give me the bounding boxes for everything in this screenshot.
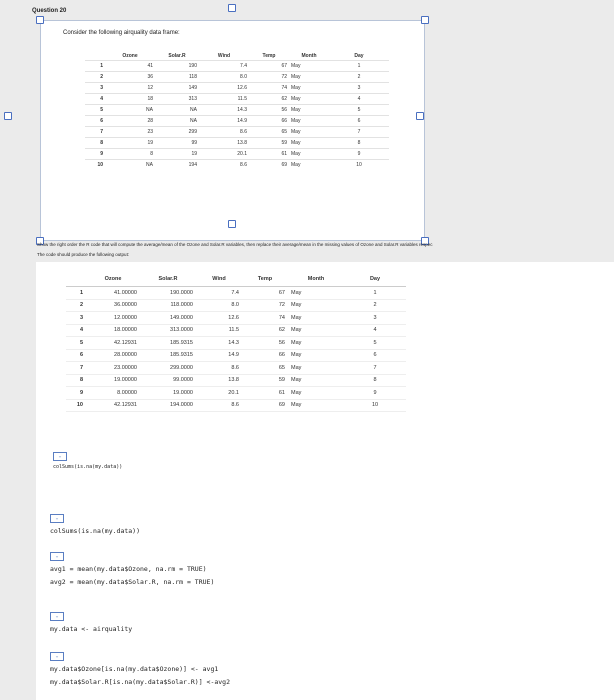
header-cell: Day [354, 52, 364, 59]
temp-cell: 74 [249, 83, 289, 94]
temp-cell: 69 [242, 399, 288, 412]
code-line: my.data$Solar.R[is.na(my.data$Solar.R)] <-avg2 [50, 678, 231, 686]
solar-cell: 313.0000 [140, 324, 196, 337]
chevron-down-icon[interactable]: ⌄ [50, 552, 64, 561]
ozone-cell: 36 [105, 72, 155, 83]
ozone-cell: 42.12931 [86, 337, 140, 350]
wind-cell: 8.6 [196, 399, 242, 412]
row-number: 5 [66, 337, 86, 350]
month-cell: May [288, 374, 344, 387]
temp-cell: 69 [249, 160, 289, 171]
month-cell: May [289, 72, 329, 83]
month-cell: May [289, 149, 329, 160]
month-cell: May [289, 160, 329, 171]
chevron-down-icon[interactable]: ⌄ [50, 652, 64, 661]
month-cell: May [289, 83, 329, 94]
wind-cell: 20.1 [199, 149, 249, 160]
solar-cell: 149 [155, 83, 199, 94]
table-header-row [85, 51, 389, 61]
month-cell: May [289, 116, 329, 127]
day-cell: 3 [329, 83, 389, 94]
month-cell: May [288, 287, 344, 300]
temp-cell: 74 [242, 312, 288, 325]
solar-cell: 190 [155, 61, 199, 72]
ozone-cell: 8.00000 [86, 387, 140, 400]
ozone-cell: 18 [105, 94, 155, 105]
table-row [85, 61, 389, 72]
table-row [85, 83, 389, 94]
solar-cell: 185.9315 [140, 349, 196, 362]
solar-cell: 99 [155, 138, 199, 149]
wind-cell: 14.3 [199, 105, 249, 116]
header-cell: Month [301, 52, 317, 59]
ozone-cell: 8 [105, 149, 155, 160]
wind-cell: 12.6 [196, 312, 242, 325]
solar-cell: 190.0000 [140, 287, 196, 300]
code-line: colSums(is.na(my.data)) [53, 464, 123, 470]
month-cell: May [288, 349, 344, 362]
wind-cell: 20.1 [196, 387, 242, 400]
question-card [40, 20, 425, 241]
temp-cell: 66 [242, 349, 288, 362]
wind-cell: 14.9 [196, 349, 242, 362]
month-cell: May [288, 324, 344, 337]
ozone-cell: 41.00000 [86, 287, 140, 300]
solar-cell: 194 [155, 160, 199, 171]
row-number: 10 [85, 160, 105, 171]
temp-cell: 56 [242, 337, 288, 350]
code-chunk[interactable] [50, 514, 140, 538]
day-cell: 3 [344, 312, 406, 325]
resize-handle-right[interactable] [416, 112, 424, 120]
wind-cell: 13.8 [196, 374, 242, 387]
ozone-cell: 12 [105, 83, 155, 94]
row-number: 9 [66, 387, 86, 400]
row-number: 5 [85, 105, 105, 116]
table-row [66, 299, 406, 312]
solar-cell: 185.9315 [140, 337, 196, 350]
wind-cell: 11.5 [196, 324, 242, 337]
row-number: 1 [66, 287, 86, 300]
ozone-cell: 23 [105, 127, 155, 138]
day-cell: 2 [329, 72, 389, 83]
solar-cell: 299 [155, 127, 199, 138]
day-cell: 6 [344, 349, 406, 362]
code-line: my.data <- airquality [50, 625, 133, 633]
wind-cell: 7.4 [199, 61, 249, 72]
table-row [85, 105, 389, 116]
resize-handle-top[interactable] [228, 4, 236, 12]
wind-cell: 8.0 [199, 72, 249, 83]
wind-cell: 8.6 [199, 127, 249, 138]
instructions-text: Show the right order the R code that will compute the average/mean of the Ozone and Solar.R variables, then replace their average/mean in the missing values of Ozone and Solar.R variables respec [37, 242, 433, 247]
month-cell: May [289, 105, 329, 116]
month-cell: May [288, 387, 344, 400]
ozone-cell: 28 [105, 116, 155, 127]
resize-handle-top-right[interactable] [421, 16, 429, 24]
code-line: avg1 = mean(my.data$Ozone, na.rm = TRUE) [50, 565, 207, 573]
day-cell: 5 [329, 105, 389, 116]
chevron-down-icon[interactable]: ⌄ [53, 452, 67, 461]
table-row [66, 387, 406, 400]
wind-cell: 8.6 [199, 160, 249, 171]
wind-cell: 14.3 [196, 337, 242, 350]
solar-cell: 99.0000 [140, 374, 196, 387]
header-cell: Wind [217, 52, 231, 59]
solar-cell: 194.0000 [140, 399, 196, 412]
ozone-cell: 41 [105, 61, 155, 72]
temp-cell: 72 [242, 299, 288, 312]
table-row [85, 116, 389, 127]
wind-cell: 14.9 [199, 116, 249, 127]
table-row [66, 362, 406, 375]
temp-cell: 65 [249, 127, 289, 138]
solar-cell: 118 [155, 72, 199, 83]
ozone-cell: 19.00000 [86, 374, 140, 387]
row-number: 10 [66, 399, 86, 412]
code-line: colSums(is.na(my.data)) [50, 527, 141, 535]
code-chunk[interactable] [53, 452, 122, 471]
ozone-cell: 36.00000 [86, 299, 140, 312]
header-cell: Ozone [86, 272, 140, 287]
chevron-down-icon[interactable]: ⌄ [50, 514, 64, 523]
temp-cell: 67 [242, 287, 288, 300]
ozone-cell: 18.00000 [86, 324, 140, 337]
day-cell: 1 [329, 61, 389, 72]
day-cell: 8 [329, 138, 389, 149]
temp-cell: 59 [242, 374, 288, 387]
day-cell: 1 [344, 287, 406, 300]
row-number: 7 [66, 362, 86, 375]
wind-cell: 11.5 [199, 94, 249, 105]
table-row [85, 149, 389, 160]
day-cell: 7 [329, 127, 389, 138]
wind-cell: 7.4 [196, 287, 242, 300]
table-row [66, 399, 406, 412]
ozone-cell: 28.00000 [86, 349, 140, 362]
month-cell: May [288, 399, 344, 412]
day-cell: 4 [344, 324, 406, 337]
header-cell [66, 272, 86, 287]
ozone-cell: NA [105, 105, 155, 116]
header-cell: Temp [242, 272, 288, 287]
temp-cell: 61 [242, 387, 288, 400]
header-cell: Solar.R [168, 52, 186, 59]
header-cell: Solar.R [140, 272, 196, 287]
code-chunk[interactable] [50, 652, 230, 689]
row-number: 9 [85, 149, 105, 160]
table-row [66, 312, 406, 325]
month-cell: May [289, 138, 329, 149]
temp-cell: 62 [242, 324, 288, 337]
table-row [66, 374, 406, 387]
temp-cell: 72 [249, 72, 289, 83]
code-line: avg2 = mean(my.data$Solar.R, na.rm = TRUE) [50, 578, 215, 586]
table-row [85, 94, 389, 105]
resize-handle-top-left[interactable] [36, 16, 44, 24]
ozone-cell: 19 [105, 138, 155, 149]
header-cell: Temp [262, 52, 276, 59]
day-cell: 2 [344, 299, 406, 312]
row-number: 2 [85, 72, 105, 83]
header-cell: Wind [196, 272, 242, 287]
table-row [66, 337, 406, 350]
table-row [66, 287, 406, 300]
question-label: Question 20 [32, 8, 67, 14]
month-cell: May [288, 362, 344, 375]
solar-cell: 299.0000 [140, 362, 196, 375]
header-cell: Ozone [122, 52, 138, 59]
resize-handle-bottom[interactable] [228, 220, 236, 228]
row-number: 4 [66, 324, 86, 337]
solar-cell: NA [155, 116, 199, 127]
solar-cell: 313 [155, 94, 199, 105]
day-cell: 5 [344, 337, 406, 350]
table-row [85, 138, 389, 149]
row-number: 6 [66, 349, 86, 362]
temp-cell: 65 [242, 362, 288, 375]
temp-cell: 59 [249, 138, 289, 149]
header-cell: Month [288, 272, 344, 287]
solar-cell: 118.0000 [140, 299, 196, 312]
code-line: my.data$Ozone[is.na(my.data$Ozone)] <- avg1 [50, 665, 219, 673]
ozone-cell: 12.00000 [86, 312, 140, 325]
wind-cell: 8.0 [196, 299, 242, 312]
month-cell: May [288, 312, 344, 325]
day-cell: 4 [329, 94, 389, 105]
question-prompt: Consider the following airquality data frame: [63, 30, 180, 36]
header-cell [85, 51, 105, 61]
wind-cell: 13.8 [199, 138, 249, 149]
row-number: 7 [85, 127, 105, 138]
table-row [66, 324, 406, 337]
row-number: 3 [66, 312, 86, 325]
table-header-row [66, 272, 406, 287]
solar-cell: 19.0000 [140, 387, 196, 400]
answer-card [36, 262, 614, 700]
day-cell: 9 [329, 149, 389, 160]
ozone-cell: NA [105, 160, 155, 171]
row-number: 2 [66, 299, 86, 312]
day-cell: 8 [344, 374, 406, 387]
temp-cell: 56 [249, 105, 289, 116]
code-chunk[interactable] [50, 612, 132, 636]
table-row [85, 72, 389, 83]
resize-handle-left[interactable] [4, 112, 12, 120]
row-number: 1 [85, 61, 105, 72]
temp-cell: 66 [249, 116, 289, 127]
chevron-down-icon[interactable]: ⌄ [50, 612, 64, 621]
month-cell: May [289, 61, 329, 72]
output-table [66, 272, 406, 412]
row-number: 3 [85, 83, 105, 94]
row-number: 4 [85, 94, 105, 105]
code-chunk[interactable] [50, 552, 214, 589]
day-cell: 9 [344, 387, 406, 400]
airquality-table [85, 51, 389, 170]
table-row [85, 127, 389, 138]
month-cell: May [288, 337, 344, 350]
wind-cell: 12.6 [199, 83, 249, 94]
month-cell: May [288, 299, 344, 312]
ozone-cell: 23.00000 [86, 362, 140, 375]
ozone-cell: 42.12931 [86, 399, 140, 412]
row-number: 6 [85, 116, 105, 127]
wind-cell: 8.6 [196, 362, 242, 375]
month-cell: May [289, 94, 329, 105]
row-number: 8 [85, 138, 105, 149]
row-number: 8 [66, 374, 86, 387]
solar-cell: 19 [155, 149, 199, 160]
table-row [66, 349, 406, 362]
temp-cell: 61 [249, 149, 289, 160]
table-row [85, 160, 389, 171]
temp-cell: 62 [249, 94, 289, 105]
output-intro-text: The code should produce the following output: [37, 252, 130, 257]
solar-cell: NA [155, 105, 199, 116]
day-cell: 10 [344, 399, 406, 412]
day-cell: 6 [329, 116, 389, 127]
month-cell: May [289, 127, 329, 138]
temp-cell: 67 [249, 61, 289, 72]
header-cell: Day [344, 272, 406, 287]
solar-cell: 149.0000 [140, 312, 196, 325]
day-cell: 7 [344, 362, 406, 375]
day-cell: 10 [329, 160, 389, 171]
